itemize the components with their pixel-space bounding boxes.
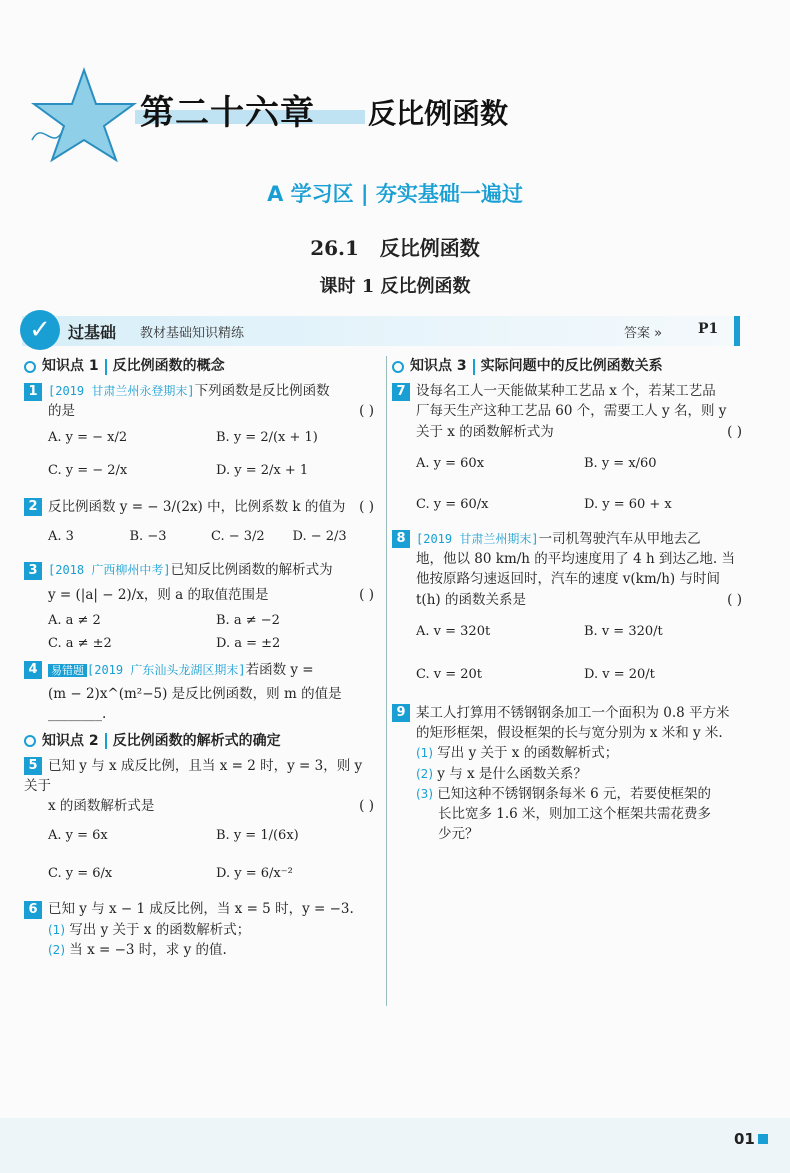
question-4: 4 易错题 [2019 广东汕头龙湖区期末]若函数 y = (m − 2)x^(m²−5) 是反比例函数，则 m 的值是________. — [24, 660, 374, 725]
page-marker — [758, 1134, 768, 1144]
chapter-title: 第二十六章 — [140, 93, 315, 133]
question-1: 1 [2019 甘肃兰州永登期末]下列函数是反比例函数 的是 ( ) A. y = − x/2 B. y = 2/(x + 1) C. y = − 2/x D. y = 2/x + 1 — [24, 381, 374, 481]
question-9: 9 某工人打算用不锈钢钢条加工一个面积为 0.8 平方米 的矩形框架，假设框架的长与宽分别为 x 米和 y 米. (1) 写出 y 关于 x 的函数解析式； (2) y 与 x 是什么函数关系？ (3) 已知这种不锈钢钢条每米 6 元，若要使框架的 长比宽多 1.6 米，则加工这个框架共需花费多 少元？ — [392, 703, 742, 845]
question-number: 1 — [24, 383, 42, 401]
section-banner: A 学习区 | 夯实基础一遍过 — [267, 182, 523, 206]
section-title: 26.1 反比例函数 — [310, 236, 480, 260]
knowledge-point-2: 知识点 2 反比例函数的解析式的确定 — [24, 731, 374, 752]
knowledge-point-1: 知识点 1 反比例函数的概念 — [24, 356, 374, 377]
knowledge-point-3: 知识点 3 实际问题中的反比例函数关系 — [392, 356, 742, 377]
option: C. y = 60/x — [416, 497, 489, 513]
option: D. y = 60 + x — [584, 497, 672, 513]
option: B. −3 — [129, 528, 167, 544]
option: B. y = 1/(6x) — [216, 828, 299, 844]
answer-page: P1 — [698, 321, 719, 337]
option: C. v = 20t — [416, 667, 483, 683]
option: D. y = 2/x + 1 — [216, 463, 309, 478]
option: D. a = ±2 — [216, 636, 281, 652]
bullet-icon — [392, 361, 404, 373]
page-number: 01 — [734, 1130, 755, 1148]
answer-label: 答案 » — [624, 326, 663, 341]
option: B. a ≠ −2 — [216, 612, 280, 628]
footer-band — [0, 1118, 790, 1173]
chapter-subtitle: 反比例函数 — [368, 97, 509, 130]
question-2: 2 反比例函数 y = − 3/(2x) 中，比例系数 k 的值为 ( ) A. 3 B. −3 C. − 3/2 D. − 2/3 — [24, 497, 374, 547]
option: B. y = 2/(x + 1) — [216, 429, 318, 445]
bullet-icon — [24, 735, 36, 747]
basics-subtitle: 教材基础知识精练 — [140, 326, 245, 341]
check-icon: ✓ — [20, 310, 60, 350]
column-divider — [386, 356, 387, 1006]
lesson-title: 课时 1 反比例函数 — [319, 276, 471, 297]
left-column — [24, 356, 374, 960]
right-column — [392, 356, 742, 845]
option: D. v = 20/t — [584, 667, 655, 683]
option: A. y = − x/2 — [48, 429, 128, 445]
option: C. y = − 2/x — [48, 463, 128, 478]
bullet-icon — [24, 361, 36, 373]
question-8: 8 [2019 甘肃兰州期末]一司机驾驶汽车从甲地去乙 地，他以 80 km/h 的平均速度用了 4 h 到达乙地. 当 他按原路匀速返回时，汽车的速度 v(km/h) 与时间 t(h) 的函数关系是 ( ) A. v = 320t B. v = 320/t C. v = 20t D. v = 20/t — [392, 529, 742, 685]
option: D. − 2/3 — [292, 528, 347, 544]
option: C. y = 6/x — [48, 865, 113, 881]
star-icon — [22, 60, 152, 170]
option: A. y = 60x — [416, 455, 485, 471]
question-source: [2019 甘肃兰州永登期末] — [48, 384, 195, 398]
option: C. a ≠ ±2 — [48, 636, 112, 652]
question-7: 7 设每名工人一天能做某种工艺品 x 个，若某工艺品 厂每天生产这种工艺品 60 个，需要工人 y 名，则 y 关于 x 的函数解析式为 ( ) A. y = 60x B. y = x/60 C. y = 60/x D. y = 60 + x — [392, 381, 742, 515]
question-6: 6 已知 y 与 x − 1 成反比例，当 x = 5 时，y = −3. (1) 写出 y 关于 x 的函数解析式； (2) 当 x = −3 时，求 y 的值. — [24, 899, 374, 960]
option: D. y = 6/x⁻² — [216, 865, 293, 881]
option: B. y = x/60 — [584, 455, 657, 471]
option: A. a ≠ 2 — [48, 612, 101, 628]
error-prone-tag: 易错题 — [48, 664, 87, 677]
option: A. y = 6x — [48, 828, 108, 844]
option: C. − 3/2 — [211, 528, 265, 544]
option: B. v = 320/t — [584, 623, 663, 639]
basics-label: 过基础 — [68, 323, 117, 342]
option: A. 3 — [48, 528, 74, 544]
option: A. v = 320t — [416, 623, 491, 639]
question-5: 5 已知 y 与 x 成反比例，且当 x = 2 时，y = 3，则 y 关于 x 的函数解析式是 ( ) A. y = 6x B. y = 1/(6x) C. y = 6/x D. y = 6/x⁻² — [24, 756, 374, 884]
question-3: 3 [2018 广西柳州中考]已知反比例函数的解析式为 y = (|a| − 2)/x，则 a 的取值范围是 ( ) A. a ≠ 2 B. a ≠ −2 C. a ≠ ±2 D. a = ±2 — [24, 560, 374, 654]
